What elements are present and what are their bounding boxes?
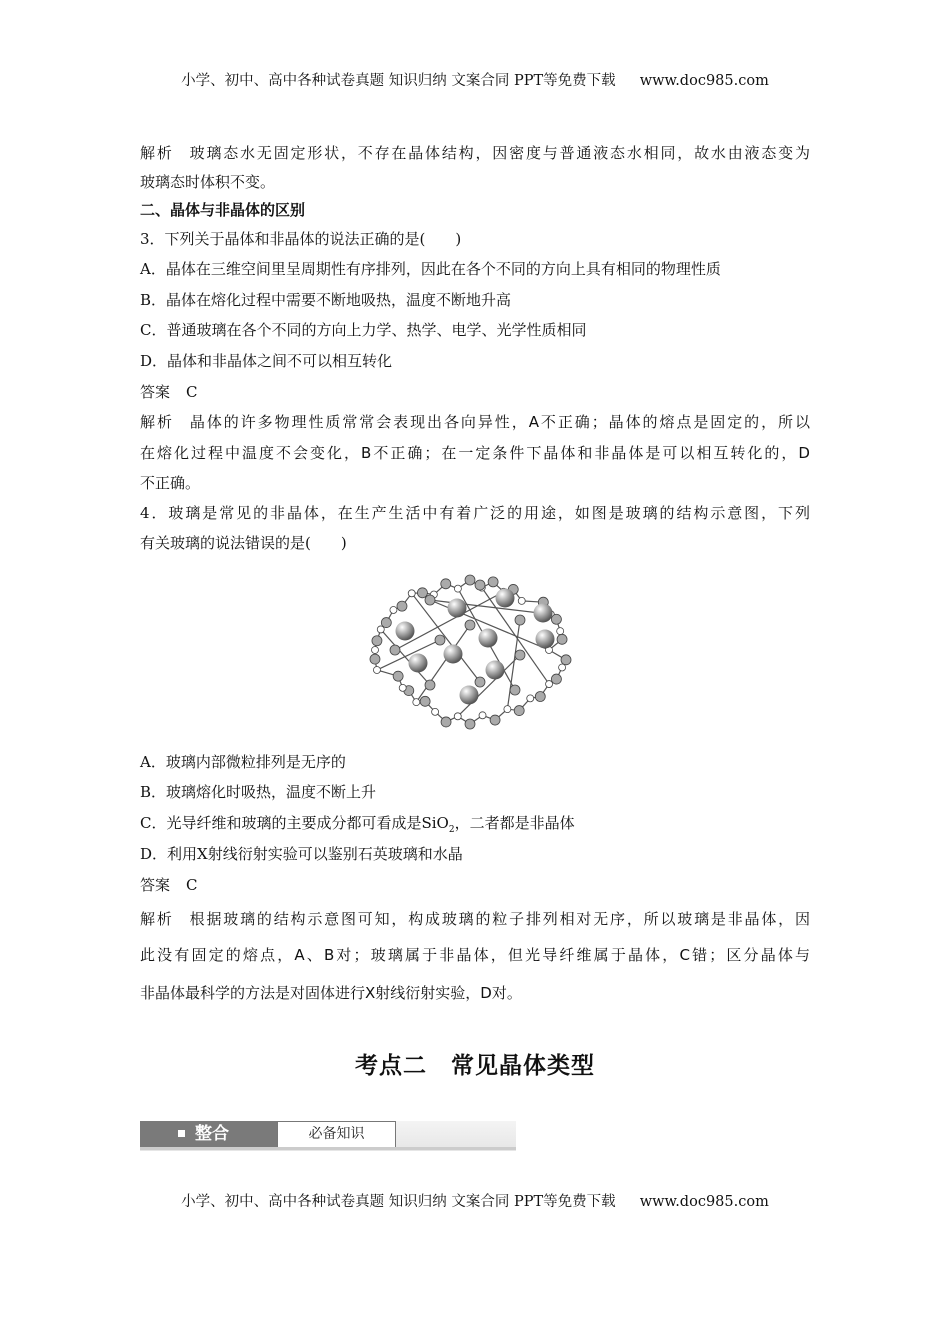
answer-value: C <box>186 876 198 894</box>
oxygen-atom <box>454 585 461 592</box>
cation-sphere <box>479 629 498 648</box>
glass-structure-diagram <box>355 560 585 745</box>
silicon-atom <box>475 677 485 687</box>
option-b: B．晶体在熔化过程中需要不断地吸热，温度不断地升高 <box>140 291 512 309</box>
silicon-atom <box>425 595 435 605</box>
square-bullet-icon <box>178 1130 185 1137</box>
oxygen-atom <box>546 681 553 688</box>
analysis-line: 非晶体最科学的方法是对固体进行X射线衍射实验，D对。 <box>140 984 522 1002</box>
silicon-atom <box>515 615 525 625</box>
analysis-label: 解析 <box>140 910 174 928</box>
silicon-atom <box>393 671 403 681</box>
header-site: www.doc985.com <box>639 73 769 89</box>
option-a: A．玻璃内部微粒排列是无序的 <box>140 753 346 771</box>
section-title: 考点二 常见晶体类型 <box>355 1053 595 1079</box>
question-stem: 有关玻璃的说法错误的是( ) <box>140 534 347 552</box>
analysis-line <box>140 412 810 432</box>
bond <box>377 640 440 670</box>
answer-label: 答案 <box>140 383 171 401</box>
page-header <box>0 69 950 90</box>
silicon-atom <box>435 635 445 645</box>
question-stem: 4．玻璃是常见的非晶体，在生产生活中有着广泛的用途，如图是玻璃的结构示意图，下列 <box>140 504 810 522</box>
analysis-label: 解析 <box>140 144 174 162</box>
silicon-atom <box>465 620 475 630</box>
banner-right-label: 必备知识 <box>277 1121 396 1148</box>
text: 晶体的许多物理性质常常会表现出各向异性，A不正确；晶体的熔点是固定的，所以 <box>189 413 810 431</box>
banner-left-label: 整合 <box>195 1124 229 1144</box>
silicon-atom <box>488 577 498 587</box>
silicon-atom <box>441 579 451 589</box>
option-d: D．晶体和非晶体之间不可以相互转化 <box>140 352 393 370</box>
answer-label: 答案 <box>140 876 171 894</box>
analysis-label: 解析 <box>140 413 174 431</box>
answer <box>140 875 810 895</box>
subscript: 2 <box>448 825 455 835</box>
oxygen-atom <box>518 597 525 604</box>
oxygen-atom <box>504 706 511 713</box>
oxygen-atom <box>527 695 534 702</box>
cation-sphere <box>486 661 505 680</box>
cation-sphere <box>409 654 428 673</box>
silicon-atom <box>381 618 391 628</box>
oxygen-atom <box>557 628 564 635</box>
text: C．光导纤维和玻璃的主要成分都可看成是SiO <box>140 814 449 832</box>
text: 根据玻璃的结构示意图可知，构成玻璃的粒子排列相对无序，所以玻璃是非晶体，因 <box>189 910 810 928</box>
option-b: B．玻璃熔化时吸热，温度不断上升 <box>140 783 377 801</box>
silicon-atom <box>514 706 524 716</box>
page-footer <box>0 1190 950 1211</box>
silicon-atom <box>557 634 567 644</box>
cation-sphere <box>444 645 463 664</box>
option-c <box>140 813 810 840</box>
answer <box>140 382 810 402</box>
oxygen-atom <box>413 699 420 706</box>
silicon-atom <box>370 654 380 664</box>
analysis-line <box>140 143 810 163</box>
silicon-atom <box>510 685 520 695</box>
silicon-atom <box>561 655 571 665</box>
oxygen-atom <box>432 708 439 715</box>
oxygen-atom <box>390 606 397 613</box>
text: 玻璃态水无固定形状，不存在晶体结构，因密度与普通液态水相同，故水由液态变为 <box>189 144 810 162</box>
silicon-atom <box>535 691 545 701</box>
silicon-atom <box>425 680 435 690</box>
banner-underline <box>140 1147 516 1150</box>
silicon-atom <box>372 636 382 646</box>
banner-left <box>140 1121 277 1147</box>
silicon-atom <box>475 580 485 590</box>
silicon-atom <box>465 575 475 585</box>
footer-site: www.doc985.com <box>639 1194 769 1210</box>
oxygen-atom <box>479 712 486 719</box>
analysis-line: 玻璃态时体积不变。 <box>140 173 276 191</box>
silicon-atom <box>490 715 500 725</box>
cation-sphere <box>534 604 553 623</box>
silicon-atom <box>465 719 475 729</box>
question-stem: 3．下列关于晶体和非晶体的说法正确的是( ) <box>140 230 462 248</box>
oxygen-atom <box>408 590 415 597</box>
silicon-atom <box>417 588 427 598</box>
cation-sphere <box>448 599 467 618</box>
option-d: D．利用X射线衍射实验可以鉴别石英玻璃和水晶 <box>140 845 463 863</box>
silicon-atom <box>397 601 407 611</box>
analysis-line: 此没有固定的熔点，A、B对；玻璃属于非晶体，但光导纤维属于晶体，C错；区分晶体与 <box>140 946 810 964</box>
silicon-atom <box>551 614 561 624</box>
oxygen-atom <box>399 684 406 691</box>
silicon-atom <box>441 717 451 727</box>
oxygen-atom <box>373 667 380 674</box>
header-text: 小学、初中、高中各种试卷真题 知识归纳 文案合同 PPT等免费下载 <box>181 73 616 89</box>
footer-text: 小学、初中、高中各种试卷真题 知识归纳 文案合同 PPT等免费下载 <box>181 1194 616 1210</box>
cation-sphere <box>396 622 415 641</box>
oxygen-atom <box>372 647 379 654</box>
silicon-atom <box>515 650 525 660</box>
cation-sphere <box>536 630 555 649</box>
section-heading: 二、晶体与非晶体的区别 <box>140 201 306 219</box>
silicon-atom <box>420 696 430 706</box>
oxygen-atom <box>559 664 566 671</box>
cation-sphere <box>496 589 515 608</box>
option-c: C．普通玻璃在各个不同的方向上力学、热学、电学、光学性质相同 <box>140 321 587 339</box>
analysis-line: 在熔化过程中温度不会变化，B不正确；在一定条件下晶体和非晶体是可以相互转化的，D <box>140 444 810 462</box>
analysis-line <box>140 909 810 929</box>
text: ，二者都是非晶体 <box>454 814 575 832</box>
silicon-atom <box>551 674 561 684</box>
oxygen-atom <box>454 713 461 720</box>
analysis-line: 不正确。 <box>140 474 201 492</box>
section-banner <box>140 1121 516 1151</box>
silicon-atom <box>390 645 400 655</box>
option-a: A．晶体在三维空间里呈周期性有序排列，因此在各个不同的方向上具有相同的物理性质 <box>140 260 721 278</box>
answer-value: C <box>186 383 198 401</box>
cation-sphere <box>460 686 479 705</box>
